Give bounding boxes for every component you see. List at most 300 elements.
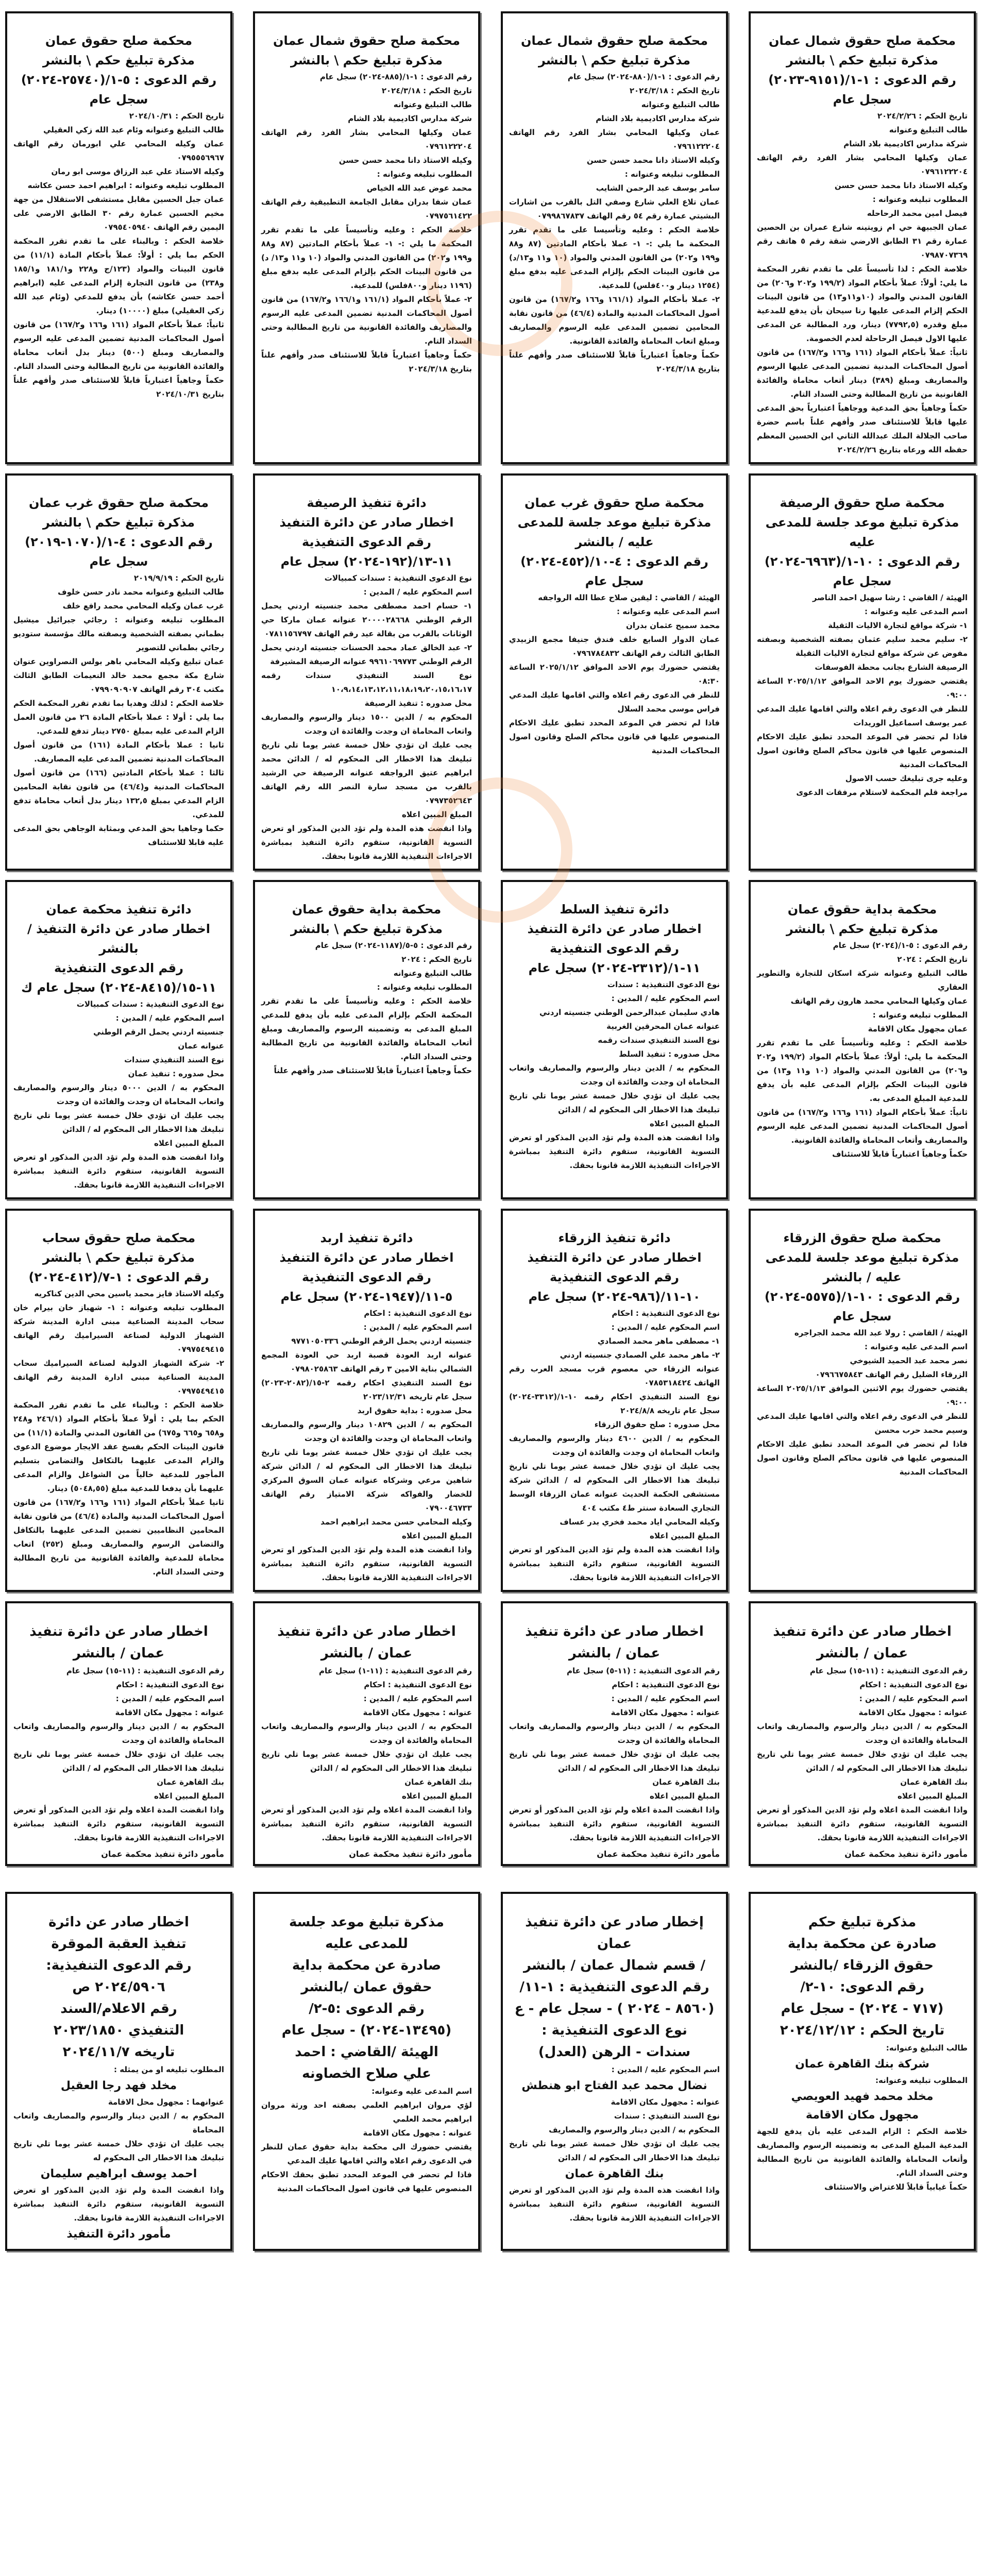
- notice-body-line: نوع الدعوى التنفيذية : احكام: [116, 1680, 224, 1689]
- legal-notice: [253, 11, 480, 464]
- notice-body-line: واذا انقضت هذه المدة ولم تؤد الدين المذكور او تعرض التسوية القانونية، ستقوم دائرة التنفيذ بمباشرة الاجراءات التنفيذية اللازمة قانونا بحقك.: [509, 1545, 720, 1582]
- legal-notice: [5, 1209, 232, 1592]
- notice-body-line: غرب عمان وكيله المحامي محمد رافع خلف: [62, 601, 224, 611]
- notice-title-line: رقم الدعوى التنفيذية ١٠-١١/(٩٨٦-٢٠٢٤) سجل عام: [528, 1270, 701, 1304]
- notice-body-line: يقتضي حضورك يوم الاثنين الموافق ٢٠٢٥/١/١٣ الساعة ٠٩:٠٠: [757, 1384, 968, 1407]
- notice-body-line: الهيئة / القاضي : رولا عبد الله محمد الجراجره: [794, 1328, 968, 1337]
- notice-body-line: نضال محمد عبد الفتاح ابو هنطش: [521, 2079, 707, 2092]
- notice-body-line: عمان تبليغ وكيله المحامي باهر بولس النصراوين عنوان شارع مكة مجمع محمد خالد النعيمات الطابق الثالث مكتب ٣٠٤ رقم الهاتف ٠٧٩٩٠٩٠٩٠٧: [13, 657, 224, 694]
- notice-title-line: اخطار صادر عن دائرة تنفيذ عمان / بالنشر: [525, 1624, 704, 1661]
- notices-row: [5, 880, 976, 1199]
- notice-body-line: المحكوم به / الدين دينار والرسوم والمصاريف واتعاب المحاماة والفائدة ان وجدت: [509, 1722, 720, 1745]
- notices-row: [5, 1892, 976, 2251]
- notice-body-line: ثانياً: عملاً بأحكام المواد (١٦١ و١٦٦ و١٦٧/٢) من قانون أصول المحاكمات المدنية تضمين المدعى عليه الرسوم والمصاريف وأتعاب المحاماة والفائدة القانونية.: [757, 1108, 968, 1145]
- notice-body-line: المطلوب تبليغه وعنوانه:: [875, 2076, 968, 2085]
- notice-body-line: محل صدوره : بداية حقوق اربد: [357, 1406, 472, 1415]
- notice-title-line: (٧١٧ - ٢٠٢٤) - سجل عام: [781, 2001, 944, 2016]
- notice-body-line: المحكوم به / الدين ٥٠٠٠ دينار والرسوم والمصاريف واتعاب المحاماة ان وجدت والفائدة ان وجدت: [13, 1083, 224, 1106]
- notice-body-line: نوع الدعوى التنفيذية : سندات: [607, 980, 720, 989]
- notice-body-line: مخلد محمد فهيد العويصي: [791, 2090, 934, 2103]
- notice-body-line: طالب التبليغ وعنوانه محمد نادر حسن خلوف: [58, 587, 224, 597]
- notice-body-line: نوع السند التنفيذي احكام رقمه ١٠-١/(٣٣١٢-٢٠٢٤) سجل عام تاريخه ٢٠٢٤/٨/٨: [509, 1392, 720, 1415]
- notice-body-line: محل صدوره : تنفيذ السلط: [619, 1049, 720, 1059]
- notice-body-line: اسم المحكوم عليه / المدين :: [363, 1323, 472, 1332]
- notice-title-line: سجل عام: [585, 574, 644, 588]
- notice-body-line: عمان وكيله المحامي علي ابورمان رقم الهاتف ٠٧٩٥٥٥٦٩٦٧: [13, 139, 224, 162]
- notice-body-line: حكماً غيابياً قابلاً للاعتراض والاستئناف: [824, 2182, 968, 2192]
- notice-body-line: وكيله الاستاذ دانا محمد حسن حسن: [339, 156, 472, 165]
- notice-body-line: جنسيته اردني يحمل الرقم الوطني: [93, 1027, 224, 1037]
- notice-body-line: طالب التبليغ وعنوانه: [641, 100, 720, 109]
- notice-body-line: رقم الدعوى : ٥-٥/(١١٨٧-٢٠٢٤) سجل عام: [315, 941, 472, 950]
- notice-body-line: رقم الدعوى : ١-١/(٨٨٠-٢٠٢٤) سجل عام: [567, 72, 720, 81]
- notice-title-line: اخطار صادر عن دائرة التنفيذ: [527, 922, 702, 936]
- notice-body-line: نوع السند التنفيذي احكام رقمه ٢-١٥/(٢٠٨٢-٢٠٢٣) سجل عام تاريخه ٢٠٢٣/١٢/٣١: [261, 1378, 472, 1401]
- notice-title-line: سجل عام: [833, 574, 892, 588]
- notice-body-line: شركة مدارس اكاديمية بلاد الشام: [596, 114, 720, 123]
- notice-body-line: عنوانه : مجهول مكان الاقامة: [611, 1708, 720, 1717]
- notice-body-line: رقم الدعوى : ١-١/(٨٨٥-٢٠٢٤) سجل عام: [319, 72, 472, 81]
- notice-body-line: فاذا لم تحضر في الموعد المحدد تطبق عليك الاحكام المنصوص عليها في قانون محاكم الصلح وقانون اصول المحاكمات المدنية: [757, 732, 968, 769]
- notice-body-line: خلاصة الحكم : وعليه وتأسيسا على ما تقدم تقرر المحكمة ما يلي :- ١- عملا بأحكام المادتين (٨٧ و٨٨ و١٩٩ و٢٠٢) من القانون المدني والمواد (١٠ و١١ و١٣/د) من قانون البينات الحكم بإلزام المدعى عليه بدفع مبلغ (١٢٥٤ دينار و٤٠٠فلس) للمدعية.: [509, 225, 720, 290]
- notice-body-line: ٢- ماهر محمد علي الصمادي جنسيته اردني: [560, 1350, 720, 1360]
- notice-body-line: نوع الدعوى التنفيذية : احكام: [612, 1309, 720, 1318]
- notice-body-line: حكماً وجاهياً اعتبارياً قابلاً للاستئناف صدر وأفهم علناً بتاريخ ٢٠٢٤/٣/١٨: [509, 350, 720, 374]
- notice-body-line: شركة مدارس اكاديمية بلاد الشام: [843, 139, 968, 148]
- notice-body-line: بنك القاهرة عمان: [404, 1777, 472, 1787]
- notice-title-line: محكمة صلح حقوق الرصيفة: [780, 496, 945, 510]
- notice-title-line: للمدعى عليه: [325, 1936, 408, 1952]
- notice-title-line: اخطار صادر عن دائرة تنفيذ عمان / بالنشر: [29, 1624, 208, 1661]
- notice-body-line: شركة مدارس اكاديمية بلاد الشام: [348, 114, 472, 123]
- notice-body-line: تاريخ الحكم : ٢٠٢٤: [401, 955, 472, 964]
- notice-title-line: محكمة صلح حقوق شمال عمان: [273, 33, 461, 48]
- notice-body-line: خلاصة الحكم : وبالبناء على ما تقدم تقرر المحكمة الحكم بما يلي : أولاً عملاً بأحكام المواد (٢٤٦/١ و٢٤٨ و٦٥٨ و٦٦٥ و٦٧٥) من القانون المدني والمادة (١١/١) من قانون البينات الحكم بفسخ عقد الايجار موضوع الدعوى والزام المدعى عليهما بالتكافل والتضامن بتسليم المأجور للمدعية خالياً من الشواغل والزام المدعى عليهما بأن يدفعا للمدعية مبلغ (٥٠٤٨,٥٥) دينار.: [13, 1400, 225, 1493]
- notice-title-line: رقم الدعوى التنفيذية ١١-١٥/(٨٤١٥-٢٠٢٤) سجل عام ك: [21, 961, 216, 995]
- notice-title-line: محكمة بداية حقوق عمان: [292, 902, 442, 917]
- notice-body-line: حكماً وجاهياً اعتبارياً قابلاً للاستئناف صدر وأفهم علناً بتاريخ ٢٠٢٤/٣/١٨: [261, 350, 472, 374]
- notice-title-line: رقم الدعوى التنفيذية ١١-١/(٢٣١٢-٢٠٢٤) سجل عام: [528, 941, 701, 975]
- notice-body-line: المبلغ المبين اعلاه: [154, 1139, 224, 1148]
- notice-body-line: يجب عليك ان تؤدي خلال خمسة عشر يوما تلي تاريخ تبليغك هذا الاخطار الى المحكوم له / الدائن: [261, 1750, 472, 1773]
- notice-title-line: رقم الدعوى : ١٠-١/(٥٥٧٥-٢٠٢٤): [764, 1290, 960, 1304]
- notice-body-line: المطلوب تبليغه وعنوانه : ١- شهباز خان بيرام خان سحاب المدينة الصناعية مبنى ادارة المدينة شركة الشهباز الدولية لصناعة السيراميك رقم الهاتف ٠٧٩٧٥٤٩٤١٥: [13, 1303, 224, 1354]
- notice-body-line: رقم الدعوى التنفيذية : (١١-١) سجل عام: [319, 1666, 472, 1675]
- notice-body-line: المطلوب تبليغه وعنوانه :: [872, 195, 968, 204]
- notice-title-line: مذكرة تبليغ حكم \ بالنشر: [538, 53, 691, 67]
- notice-title-line: تنفيذ العقبة الموقرة: [51, 1936, 187, 1952]
- notice-body-line: تاريخ الحكم : ٢٠٢٤/٣/١٨: [381, 86, 472, 95]
- notice-body-line: اسم المحكوم عليه / المدين :: [859, 1694, 968, 1703]
- notice-title-line: رقم الدعوى : ٤-١/(١٠٧٠-٢٠١٩): [25, 535, 213, 549]
- notices-row: [5, 473, 976, 871]
- notice-body-line: ثانيا عملاً بأحكام المواد (١٦١ و١٦٦ و١٦٧/٢) من قانون أصول المحاكمات المدنية والمادة (٤٦/٤) من قانون نقابة المحامين النظاميين تضمين المدعى عليهما بالتكافل والتضامن الرسوم والمصاريف ومبلغ (٢٥٢) اتعاب محاماة للمدعية والفائدة القانونية من تاريخ المطالبة وحتى السداد التام.: [13, 1498, 224, 1577]
- notice-body-line: شركة بنك القاهرة عمان: [795, 2058, 929, 2071]
- legal-notice: [501, 880, 728, 1199]
- notice-body-line: نوع الدعوى التنفيذية : احكام: [612, 1680, 720, 1689]
- notice-body-line: عمان وكيلها المحامي بشار الفرد رقم الهاتف ٠٧٩٦١٢٢٢٠٤: [509, 128, 720, 151]
- notice-title-line: دائرة تنفيذ محكمة عمان: [46, 902, 192, 917]
- notice-body-line: خلاصة الحكم : وبالبناء على ما تقدم تقرر المحكمة الحكم بما يلي : أولاً: عملاً بأحكام المادة (١١/١) من قانون البينات والمواد (١٢٣/ج و٢٢٨ و١٨١/١ و١٨٥/١ و٢٣٨) من قانون التجارة إلزام المدعى عليه (ابراهيم أحمد حسن عكاشه) بأن يدفع للمدعي (وئام عبد الله زكي العقيلي) مبلغ (١٠٠٠٠) دينار.: [13, 236, 225, 315]
- notice-signature: مأمور دائرة تنفيذ محكمة عمان: [597, 1849, 720, 1859]
- notice-body-line: المطلوب تبليغه وعنوانه :: [872, 1010, 968, 1020]
- notice-body-line: واذا انقضت هذه المدة ولم تؤد الدين المذكور او تعرض التسوية القانونية، ستقوم دائرة التنفيذ بمباشرة الاجراءات التنفيذية اللازمة قانونا بحقك.: [261, 1545, 472, 1582]
- notice-body-line: ٢- شركة الشهباز الدولية لصناعة السيراميك سحاب المدينة الصناعية مبنى ادارة المدينة رقم الهاتف ٠٧٩٧٥٤٩٤١٥: [13, 1359, 224, 1396]
- notice-body-line: بنك القاهرة عمان: [900, 1777, 968, 1787]
- legal-notice: [749, 1601, 976, 1866]
- legal-notice: [253, 880, 480, 1199]
- notice-body-line: اسم المحكوم عليه / المدين :: [115, 1694, 224, 1703]
- notice-body-line: وكيله المحامي حسن محمد ابراهيم احمد: [320, 1517, 472, 1527]
- notice-title-line: مذكرة تبليغ موعد جلسة للمدعى عليه / بالنشر: [765, 1250, 959, 1284]
- notice-body-line: عمان الجبيهة حي ام زويتينه شارع عمران بن الحصين عمارة رقم ٣١ الطابق الارضي شقة رقم ٥ هاتف رقم ٠٧٩٨٧٠٧٣٦٩: [757, 223, 968, 260]
- notice-title-line: رقم الدعوى التنفيذية ٥-١١/(١٩٤٧-٢٠٢٤) سجل عام: [280, 1270, 453, 1304]
- notice-body-line: المبلغ المبين اعلاه: [402, 1531, 472, 1540]
- notice-body-line: يجب عليك ان تؤدي خلال خمسة عشر يوما تلي تاريخ تبليغك هذا الاخطار الى المحكوم له / الدائن: [509, 2139, 720, 2162]
- notice-body-line: عنوانه الزرقاء حي معصوم قرب مسجد العرب رقم الهاتف ٠٧٨٥٣١٨٤٢٤: [509, 1364, 720, 1387]
- notice-title-line: محكمة صلح حقوق غرب عمان: [525, 496, 704, 510]
- notice-body-line: لؤي مروان ابراهيم العلمي بصفته احد ورثة مروان ابراهيم محمد العلمي: [261, 2100, 472, 2124]
- notice-body-line: طالب التبليغ وعنوانه: [889, 125, 968, 134]
- notice-body-line: الهيئة / القاضي : رشا سهيل احمد الناصر: [812, 593, 968, 602]
- notice-body-line: عنوانه اربد العودة قصبة اربد حي العودة المجمع الشمالي بناية الامين ٣ رقم الهاتف ٠٧٩٨٠٢٥٨٦٣: [261, 1350, 472, 1374]
- notice-title-line: اخطار صادر عن دائرة التنفيذ: [279, 1250, 454, 1265]
- notice-body-line: يجب عليك ان تؤدي خلال خمسة عشر يوما تلي تاريخ تبليغك هذا الاخطار الى المحكوم له / الدائن: [13, 1750, 224, 1773]
- notice-body-line: اسم المدعى عليه وعنوانه :: [864, 1342, 968, 1351]
- notice-body-line: محل صدوره : تنفيذ عمان: [128, 1069, 224, 1078]
- notice-body-line: بنك القاهرة عمان: [565, 2167, 664, 2180]
- notice-body-line: نوع السند التنفيذي : سندات: [614, 2111, 720, 2121]
- notice-body-line: تاريخ الحكم : ٢٠٢٤/٢/٢٦: [877, 111, 968, 121]
- notice-body-line: خلاصة الحكم : لذلك وهديا بما تقدم تقرر المحكمة الحكم بما يلي : أولا : عملا بأحكام المادة ٢٦ من قانون العمل الزام المدعى عليه بمبلغ ٢٧٥٠ دينار تدفع للمدعي.: [13, 699, 224, 736]
- notice-body-line: بنك القاهرة عمان: [157, 1777, 224, 1787]
- notice-title-line: (٨٥٦٠ - ٢٠٢٤ ) - سجل عام - ع: [514, 2001, 715, 2016]
- notice-body-line: محل صدوره : تنفيذ الرصيفة: [364, 699, 472, 708]
- notice-body-line: عمان مجهول مكان الاقامة: [868, 1024, 968, 1033]
- notice-body-line: واذا انقضت المدة اعلاه ولم تؤد الدين المذكور أو تعرض التسوية القانونية، ستقوم دائرة التنفيذ بمباشرة الاجراءات التنفيذية اللازمة قانونا بحقك.: [509, 1805, 720, 1842]
- notice-title-line: رقم الدعوى :٥-٢/: [309, 2001, 425, 2016]
- notice-body-line: واذا انقضت هذه المدة ولم تؤد الدين المذكور او تعرض التسوية القانونية، ستقوم دائرة التنفيذ بمباشرة الاجراءات التنفيذية اللازمة قانونا بحقك.: [13, 1153, 224, 1190]
- notice-body-line: للنظر في الدعوى رقم اعلاه والتي اقامها عليك المدعي فراس موسى محمد السلال: [509, 690, 720, 714]
- legal-notice: [749, 1209, 976, 1592]
- notice-body-line: المطلوب تبليغه وعنوانه : ابراهيم احمد حسن عكاشه: [27, 181, 224, 190]
- notice-body-line: للنظر في الدعوى رقم اعلاه والتي اقامها عليك المدعي عمر يوسف اسماعيل الوريدات: [757, 704, 968, 727]
- notice-body-line: عنوانه : مجهول مكان الاقامة: [363, 2128, 472, 2138]
- legal-notice: [749, 11, 976, 464]
- notice-body-line: للنظر في الدعوى رقم اعلاه والتي اقامها عليك المدعي وسيم محمد حرب محسن: [757, 1412, 968, 1435]
- notice-body-line: عمان تلاع العلي شارع وصفي التل بالقرب من اشارات البشيتي عمارة رقم ٥٤ رقم الهاتف ٠٧٩٩٨٦٧٨٣٧: [509, 197, 720, 221]
- legal-notice: [501, 1601, 728, 1866]
- notice-body-line: تاريخ الحكم : ٢٠٢٤: [897, 955, 968, 964]
- notice-title-line: دائرة تنفيذ الرصيفة: [307, 496, 427, 510]
- notice-body-line: تاريخ الحكم : ٢٠٢٤/٣/١٨: [629, 86, 720, 95]
- notice-body-line: طالب التبليغ وعنوانه وئام عبد الله زكي العقيلي: [43, 125, 224, 134]
- notice-title-line: رقم الدعوى : ٥-١/(٢٥٧٤٠-٢٠٢٤): [21, 73, 217, 87]
- notice-body-line: خلاصة الحكم : الزام المدعى عليه بأن يدفع للجهة المدعية المبلغ المدعى به وتضمينه الرسوم والمصاريف وأتعاب المحاماة والفائدة القانونية من تاريخ المطالبة وحتى السداد التام.: [757, 2127, 968, 2178]
- notice-title-line: محكمة صلح حقوق شمال عمان: [520, 33, 708, 48]
- notice-title-line: مذكرة تبليغ حكم \ بالنشر: [42, 1250, 195, 1265]
- notice-body-line: حكماً وجاهياً اعتبارياً قابلاً للاستئناف صدر وأفهم علناً: [274, 1066, 472, 1075]
- notice-body-line: رقم الدعوى التنفيذية : (١١-٥) سجل عام: [567, 1666, 720, 1675]
- notice-body-line: عنوانه : مجهول مكان الاقامة: [858, 1708, 968, 1717]
- notice-body-line: نوع السند التنفيذي سندات رقمه ١٠،٩،١٤،١٣،١٢،١١،١٨،١٩،٢٠،١٥،١٦،١٧: [261, 671, 472, 694]
- notice-body-line: خلاصة الحكم : وعليه وتأسيساً على ما تقدم تقرر المحكمة ما يلي: أولاً: عملاً بأحكام المواد (١٩٩/٢ و٢٠٢ و٢٠٦) من القانون المدني والمواد (١٠ و١١ و١٣) من قانون البينات الحكم بإلزام المدعى عليه بأن يدفع للمدعية المبلغ المدعى به.: [757, 1038, 968, 1103]
- notice-body-line: يقتضي حضورك الى محكمة بداية حقوق عمان للنظر في الدعوى رقم اعلاه والتي اقامها عليك المدعي: [261, 2142, 472, 2165]
- notice-title-line: مذكرة تبليغ حكم \ بالنشر: [786, 922, 939, 936]
- notice-body-line: حكماً وجاهياً اعتبارياً قابلاً للاستئناف: [832, 1149, 968, 1159]
- notice-body-line: عمان وكيلها المحامي محمد هارون رقم الهاتف: [790, 996, 968, 1006]
- notice-body-line: خلاصة الحكم : وعليه وتأسيساً على ما تقدم تقرر المحكمة الحكم بإلزام المدعى عليه بأن يدفع للمدعي المبلغ المدعى به وتضمينه الرسوم والمصاريف ومبلغ أتعاب المحاماة والفائدة القانونية من تاريخ المطالبة وحتى السداد التام.: [261, 996, 472, 1061]
- notice-body-line: مخلد فهد رجا العقيل: [60, 2079, 177, 2092]
- notice-body-line: المبلغ المبين اعلاه: [154, 1791, 224, 1801]
- notice-body-line: عنوانه عمان المحرقين الغربية: [606, 1022, 720, 1031]
- legal-notice: [749, 880, 976, 1199]
- notice-body-line: المحكوم به / الدين ٤٦٠٠ دينار والرسوم والمصاريف واتعاب المحاماة ان وجدت والفائدة ان وجدت: [509, 1434, 720, 1457]
- notice-body-line: المبلغ المبين اعلاه: [650, 1791, 720, 1801]
- notice-body-line: نوع السند التنفيذي سندات: [124, 1055, 224, 1064]
- notice-body-line: حكما وجاهيا بحق المدعي وبمثابة الوجاهي بحق المدعى عليه قابلا للاستئناف: [13, 824, 224, 847]
- notice-body-line: خلاصة الحكم : لذا تأسيساً على ما تقدم تقرر المحكمة ما يلي: أولاً: عملاً بأحكام المواد (١٩٩/٢ و٢٠٢ و٢٠٦) من القانون المدني والمواد (١٠و١١و١٣) من قانون البينات الحكم إلزام المدعى عليها رنا سيحان بأن يدفع للمدعية مبلغ وقدره (٧٧٩٢,٥) دينار، ورد المطالبة عن المدعى عليها الاول فيصل الرحاحلة لعدم الخصومة.: [757, 264, 968, 343]
- notice-body-line: الرصيفة الشارع بجانب محطة الفوسفات: [815, 663, 968, 672]
- legal-notice: [501, 11, 728, 464]
- notice-body-line: اسم المحكوم عليه / المدين :: [611, 1323, 720, 1332]
- notice-body-line: وكيله الاستاذ فايز محمد ياسين محي الدين كناكريه: [34, 1289, 224, 1298]
- notice-signature: مأمور دائرة تنفيذ محكمة عمان: [101, 1849, 224, 1859]
- notice-body-line: واذا انقضت المدة ولم تؤد الدين المذكور او تعرض التسوية القانونية، ستقوم دائرة التنفيذ بمباشرة الاجراءات التنفيذية اللازمة قانونا بحقك.: [13, 2185, 224, 2223]
- notice-body-line: تاريخ الحكم : ٢٠٢٤/١٠/٣١: [129, 111, 224, 121]
- notice-title-line: مذكرة تبليغ حكم \ بالنشر: [42, 53, 195, 67]
- notice-body-line: المبلغ المبين اعلاه: [898, 1791, 968, 1801]
- notice-body-line: يجب عليك ان تؤدي خلال خمسة عشر يوما تلي تاريخ تبليغك هذا الاخطار الى المحكوم له: [13, 2139, 224, 2162]
- notice-body-line: مأمور دائرة التنفيذ: [66, 2228, 171, 2241]
- notice-body-line: يجب عليك ان تؤدي خلال خمسة عشر يوما تلي تاريخ تبليغك هذا الاخطار الى المحكوم له / الدائن: [509, 1091, 720, 1114]
- notice-body-line: المحكوم به / الدين دينار والرسوم والمصاريف واتعاب المحاماة والفائدة ان وجدت: [13, 1722, 224, 1745]
- notice-body-line: عمان وكيلها المحامي بشار الفرد رقم الهاتف ٠٧٩٦١٢٢٢٠٤: [261, 128, 472, 151]
- notice-title-line: مذكرة تبليغ حكم: [808, 1914, 917, 1930]
- notice-body-line: رقم الدعوى : ٥-١/(٢٠٢٤) سجل عام: [833, 941, 968, 950]
- notice-body-line: نوع الدعوى التنفيذية : سندات كمبيالات: [76, 999, 224, 1009]
- notice-body-line: المطلوب تبليغه وعنوانه :: [377, 170, 472, 179]
- notice-body-line: الزرقاء الضليل رقم الهاتف ٠٧٩٦٦٧٥٨٤٣: [815, 1370, 968, 1379]
- notices-row: [5, 11, 976, 464]
- notice-title-line: / قسم شمال عمان / بالنشر: [523, 1958, 706, 1973]
- notice-body-line: نصر محمد عبد الحميد الشيوخي: [850, 1356, 968, 1365]
- notice-body-line: اسم المدعى عليه وعنوانه :: [864, 607, 968, 616]
- notice-title-line: علي صلاح الخصاونه: [302, 2066, 431, 2081]
- notice-title-line: محكمة صلح حقوق شمال عمان: [768, 33, 956, 48]
- notice-title-line: رقم الدعوى : ١-٧/(٤١٢-٢٠٢٤): [28, 1270, 209, 1284]
- notice-title-line: دائرة تنفيذ السلط: [560, 902, 669, 917]
- notice-body-line: يجب عليك ان تؤدي خلال خمسة عشر يوما تلي تاريخ تبليغك هذا الاخطار الى المحكوم له / الدائن محمد ابراهيم عتيق الرواجفه عنوانه الرصيفة حي الرشيد بالقرب من مسجد سارة النصر الله رقم الهاتف ٠٧٩٧٣٥٢٦٤٣: [261, 740, 472, 805]
- notice-title-line: سندات - الرهن (العدل): [538, 2044, 691, 2060]
- notice-body-line: عمان الدوار السابع خلف فندق جنيفا مجمع الزبيدي الطابق الثالث رقم الهاتف ٠٧٩٦٧٨٤٨٣٢: [509, 635, 720, 658]
- legal-notice: [253, 1601, 480, 1866]
- notice-body-line: طالب التبليغ وعنوانه: [393, 969, 472, 978]
- notice-title-line: رقم الدعوى التنفيذية ١١-١٣/(١٩٢-٢٠٢٤) سجل عام: [280, 535, 453, 569]
- notice-title-line: اخطار صادر عن دائرة تنفيذ عمان / بالنشر: [773, 1624, 952, 1661]
- notice-body-line: واذا انقضت هذه المدة ولم تؤد الدين المذكور او تعرض التسوية القانونية، ستقوم دائرة التنفيذ بمباشرة الاجراءات التنفيذية اللازمة قانونا بحقك.: [509, 2185, 720, 2223]
- notice-title-line: محكمة صلح حقوق الزرقاء: [783, 1231, 941, 1245]
- notice-body-line: اسم المحكوم عليه / المدين :: [611, 2065, 720, 2074]
- notice-body-line: واذا انقضت المدة اعلاه ولم تؤد الدين المذكور أو تعرض التسوية القانونية، ستقوم دائرة التنفيذ بمباشرة الاجراءات التنفيذية اللازمة قانونا بحقك.: [261, 1805, 472, 1842]
- notice-body-line: احمد يوسف ابراهيم سليمان: [40, 2167, 197, 2180]
- notice-body-line: محمد عوض عبد الله الخياص: [366, 183, 472, 193]
- notice-body-line: نوع الدعوى التنفيذية : احكام: [364, 1309, 472, 1318]
- notice-body-line: ثانيا : عملا بأحكام المادة (١٦١) من قانون أصول المحاكمات المدنية تضمين المدعى عليه المصاريف.: [13, 740, 224, 764]
- notice-body-line: مجهول مكان الاقامة: [805, 2109, 919, 2122]
- notice-title-line: مذكرة تبليغ حكم \ بالنشر: [290, 53, 443, 67]
- notice-body-line: المحكوم به / الدين دينار والرسوم والمصاريف واتعاب المحاماة ان وجدت والفائدة ان وجدت: [509, 1063, 720, 1087]
- notice-body-line: ١- حسام احمد مصطفى محمد جنسيته اردني يحمل الرقم الوطني ٢٠٠٠٠٢٨٦٦٨ عنوانه عمان ماركا حي الوثانات بالقرب من بقالة عيد رقم الهاتف ٠٧٨١١٥٦٧٩٧: [261, 601, 472, 638]
- notice-body-line: يجب عليك ان تؤدي خلال خمسة عشر يوما تلي تاريخ تبليغك هذا الاخطار الى المحكوم له / الدائن شركة شاهين مرعي وشركاه عنوانه عمان السوق المركزي للخضار والفواكه شركة الامتياز رقم الهاتف ٠٧٩٠٠٤٦٧٣٣: [261, 1448, 472, 1513]
- notice-body-line: واذا انقضت المدة اعلاه ولم تؤد الدين المذكور أو تعرض التسوية القانونية، ستقوم دائرة التنفيذ بمباشرة الاجراءات التنفيذية اللازمة قانونا بحقك.: [757, 1805, 968, 1842]
- notice-body-line: وكيله الاستاذ علي عبد الرزاق موسى ابو رمان: [51, 167, 224, 176]
- notice-title-line: (١٣٤٩٥-٢٠٢٤) - سجل عام: [281, 2023, 452, 2038]
- notice-body-line: ٢- عبد الخالق عماد محمد الحسنات جنسيته اردني يحمل الرقم الوطني ٩٩٦١٠٦٩٧٧٣ عنوانه الرصيفة المشيرفة: [261, 643, 472, 666]
- legal-notice: [5, 11, 232, 464]
- notice-body-line: نوع الدعوى التنفيذية : احكام: [364, 1680, 472, 1689]
- notice-title-line: محكمة صلح حقوق سحاب: [42, 1231, 196, 1245]
- notice-body-line: اسم المحكوم عليه / المدين :: [611, 994, 720, 1003]
- legal-notice: [5, 880, 232, 1199]
- notice-body-line: المطلوب تبليغه وعنوانه :: [624, 170, 720, 179]
- notice-body-line: هادي سليمان عبدالرحمن الوطني جنسيته اردني: [539, 1008, 720, 1017]
- notice-body-line: طالب التبليغ وعنوانه: [393, 100, 472, 109]
- notice-body-line: يجب عليك ان تؤدي خلال خمسة عشر يوما تلي تاريخ تبليغك هذا الاخطار الى المحكوم له / الدائن: [509, 1750, 720, 1773]
- notice-body-line: ثانياً: عملاً بأحكام المواد (١٦١ و١٦٦ و١٦٧/٢) من قانون أصول المحاكمات المدنية تضمين المدعى عليه الرسوم والمصاريف ومبلغ (٥٠٠) دينار بدل أتعاب محاماة والفائدة القانونية من تاريخ المطالبة وحتى السداد التام.: [13, 320, 224, 371]
- notice-body-line: نوع الدعوى التنفيذية : احكام: [859, 1680, 968, 1689]
- notice-body-line: المحكوم به / الدين دينار والرسوم والمصاريف واتعاب المحاماة والفائدة ان وجدت: [261, 1722, 472, 1745]
- notice-body-line: عمان شفا بدران مقابل الجامعة التطبيقية رقم الهاتف ٠٧٩٧٥٦١٤٢٢: [261, 197, 472, 221]
- notice-body-line: وعليه جرى تبليغك حسب الاصول: [845, 774, 968, 783]
- notice-body-line: يجب عليك ان تؤدي خلال خمسة عشر يوما تلي تاريخ تبليغك هذا الاخطار الى المحكوم له / الدائن: [757, 1750, 968, 1773]
- notice-title-line: محكمة بداية حقوق عمان: [787, 902, 937, 917]
- notice-body-line: المحكوم به / الدين ١٠٨٢٩ دينار والرسوم والمصاريف واتعاب المحاماة ان وجدت والفائدة ان وجدت: [261, 1420, 472, 1443]
- notice-body-line: فاذا لم تحضر في الموعد المحدد تطبق عليك الاحكام المنصوص عليها في قانون محاكم الصلح وقانون اصول المحاكمات المدنية: [757, 1439, 968, 1477]
- notice-title-line: رقم الدعوى : ١٠-١/(٦٩٦٣-٢٠٢٤): [764, 554, 960, 569]
- notice-body-line: رقم الدعوى التنفيذية : (١١-١٥) سجل عام: [66, 1666, 224, 1675]
- notice-title-line: حقوق الزرقاء /بالنشر: [790, 1958, 934, 1973]
- notice-title-line: مذكرة تبليغ حكم \ بالنشر: [786, 53, 939, 67]
- notice-body-line: عنوانه : مجهول مكان الاقامة: [115, 1708, 224, 1717]
- notice-body-line: فاذا لم تحضر في الموعد المحدد تطبق بحقك الاحكام المنصوص عليها في قانون اصول المحاكمات المدنية: [261, 2170, 472, 2193]
- notice-body-line: عنوانه : مجهول مكان الاقامة: [363, 1708, 472, 1717]
- notice-title-line: سجل عام: [89, 92, 148, 107]
- notice-body-line: ١- شركة مواقع لتجارة الاليات الثقيلة: [828, 621, 968, 630]
- legal-notice: [501, 1892, 728, 2251]
- notice-body-line: حكماً وجاهياً اعتبارياً قابلاً للاستئناف صدر وأفهم علناً بتاريخ ٢٠٢٤/١٠/٣١: [13, 376, 224, 399]
- notice-body-line: المحكوم به / الدين دينار والرسوم والمصاريف واتعاب المحاماة: [13, 2111, 224, 2134]
- notice-body-line: عمان وكيلها المحامي بشار الفرد رقم الهاتف ٠٧٩٦١٢٢٢٠٤: [757, 153, 968, 176]
- notice-title-line: مذكرة تبليغ حكم \ بالنشر: [42, 515, 195, 530]
- legal-notice: [5, 473, 232, 871]
- notice-title-line: اخطار صادر عن دائرة تنفيذ عمان / بالنشر: [277, 1624, 456, 1661]
- notice-title-line: دائرة تنفيذ الزرقاء: [558, 1231, 671, 1245]
- notice-body-line: ثانياً: عملاً بأحكام المواد (١٦١ و١٦٦ و١٦٧/٢) من قانون أصول المحاكمات المدنية تضمين المدعى عليها الرسوم والمصاريف ومبلغ (٣٨٩) دينار أتعاب محاماة والفائدة القانونية من تاريخ المطالبة وحتى السداد التام.: [757, 348, 968, 399]
- legal-notice: [749, 1892, 976, 2251]
- legal-notice: [749, 473, 976, 871]
- notice-title-line: اخطار صادر عن دائرة التنفيذ: [279, 515, 454, 530]
- notice-body-line: رقم الدعوى التنفيذية : (١١-١٥) سجل عام: [809, 1666, 968, 1675]
- notice-body-line: ٢- عملا بأحكام المواد (١٦١/١ و١٦٦ و١٦٧/٢) من قانون أصول المحاكمات المدنية والمادة (٤٦/٤) من قانون نقابة المحامين تضمين المدعى عليه الرسوم والمصاريف ومبلغ اتعاب المحاماة والفائدة القانونية.: [509, 295, 720, 346]
- notice-title-line: إخطار صادر عن دائرة تنفيذ عمان: [525, 1914, 704, 1952]
- notice-body-line: نوع السند التنفيذي سندات رقمه: [598, 1036, 720, 1045]
- notice-title-line: محكمة صلح حقوق غرب عمان: [29, 496, 209, 510]
- legal-notice: [253, 1892, 480, 2251]
- legal-notice: [253, 473, 480, 871]
- notice-title-line: رقم الدعوى التنفيذية:: [46, 1958, 192, 1973]
- notice-body-line: المحكوم به / الدين دينار والرسوم والمصاريف: [549, 2125, 720, 2134]
- notice-body-line: طالب التبليغ وعنوانه شركة اسكان للتجارة والتطوير العقاري: [757, 969, 968, 992]
- notice-body-line: واذا انقضت هذه المدة ولم تؤد الدين المذكور او تعرض التسوية القانونية، ستقوم دائرة التنفيذ بمباشرة الاجراءات التنفيذية اللازمة قانونا بحقك.: [261, 824, 472, 861]
- notice-body-line: محل صدوره : صلح حقوق الزرقاء: [594, 1420, 720, 1429]
- notice-body-line: تاريخ الحكم : ٢٠١٩/٩/١٩: [133, 573, 224, 583]
- notice-body-line: فاذا لم تحضر في الموعد المحدد تطبق عليك الاحكام المنصوص عليها في قانون محاكم الصلح وقانون اصول المحاكمات المدنية: [509, 718, 720, 755]
- notice-title-line: دائرة تنفيذ اربد: [320, 1231, 413, 1245]
- notice-title-line: مذكرة تبليغ حكم \ بالنشر: [290, 922, 443, 936]
- notice-signature: مأمور دائرة تنفيذ محكمة عمان: [844, 1849, 968, 1859]
- notice-title-line: رقم الدعوى : ٤-١٠/(٤٥٢-٢٠٢٤): [520, 554, 708, 569]
- notice-body-line: وكيله الاستاذ دانا محمد حسن حسن: [586, 156, 720, 165]
- notices-row: [5, 1209, 976, 1592]
- notice-body-line: جنسيته اردني يحمل الرقم الوطني ٩٧٧١٠٥٠٣٣٦: [291, 1336, 472, 1346]
- notice-body-line: ثالثا : عملا بأحكام المادتين (١٦٦) من قانون أصول المحاكمات المدنية و(٤٦/٤) من قانون نقابة المحامين الزام المدعي بمبلغ ١٣٢,٥ دينار بدل أتعاب محاماة تدفع للمدعي.: [13, 768, 224, 819]
- notice-title-line: حقوق عمان /بالنشر: [301, 1979, 432, 1995]
- notice-body-line: اسم المدعى عليه وعنوانه :: [616, 607, 720, 616]
- notice-title-line: اخطار صادر عن دائرة: [48, 1914, 189, 1930]
- notice-body-line: وكيله المحامي اياد محمد فخري بدر عساف: [560, 1517, 720, 1527]
- notice-title-line: سجل عام: [833, 92, 892, 107]
- notice-body-line: واذا انقضت المدة اعلاه ولم تؤد الدين المذكور أو تعرض التسوية القانونية، ستقوم دائرة التنفيذ بمباشرة الاجراءات التنفيذية اللازمة قانونا بحقك.: [13, 1805, 224, 1842]
- notice-title-line: رقم الدعوى : ١-١/(٩١٥١-٢٠٢٣): [768, 73, 956, 87]
- notice-body-line: طالب التبليغ وعنوانه:: [886, 2043, 968, 2053]
- notice-body-line: المطلوب تبليغه او من يمثله :: [114, 2065, 224, 2074]
- notice-body-line: يجب عليك ان تؤدي خلال خمسة عشر يوما تلي تاريخ تبليغك هذا الاخطار الى المحكوم له / الدائن شركة مستشفى الحكمة الحديث عنوانه عمان الزرقاء الوسط التجاري السعادة سنتر ط٤ مكتب ٤٠٤: [509, 1462, 720, 1513]
- notice-title-line: تاريخ الحكم : ٢٠٢٤/١٢/١٢: [780, 2023, 945, 2038]
- notice-signature: مأمور دائرة تنفيذ محكمة عمان: [349, 1849, 472, 1859]
- notice-title-line: نوع الدعوى التنفيذية :: [542, 2023, 687, 2038]
- notice-title-line: رقم الدعوى التنفيذية : ١-١١/: [519, 1979, 709, 1995]
- notice-title-line: مذكرة تبليغ موعد جلسة للمدعى عليه: [765, 515, 959, 549]
- notice-body-line: المبلغ المبين اعلاه: [402, 810, 472, 819]
- notice-body-line: عنوانهما : مجهول محل الاقامة: [108, 2097, 224, 2107]
- notice-body-line: اسم المدعى عليه وعنوانه:: [371, 2087, 472, 2096]
- notice-body-line: فيصل امين محمد الرحاحله: [867, 209, 968, 218]
- notice-title-line: اخطار صادر عن دائرة التنفيذ: [527, 1250, 702, 1265]
- notice-title-line: الهيئة /القاضي : احمد: [295, 2044, 438, 2060]
- notice-body-line: يقتضي حضورك يوم الاحد الموافق ٢٠٢٥/١/١٢ الساعة ٠٨:٣٠: [509, 663, 720, 686]
- notice-body-line: اسم المحكوم عليه / المدين :: [611, 1694, 720, 1703]
- notice-body-line: يجب عليك ان تؤدي خلال خمسة عشر يوما تلي تاريخ تبليغك هذا الاخطار الى المحكوم له / الدائن: [13, 1111, 224, 1134]
- notice-title-line: سجل عام: [89, 554, 148, 569]
- notice-title-line: محكمة صلح حقوق عمان: [45, 33, 193, 48]
- legal-notice: [501, 1209, 728, 1592]
- notice-body-line: بنك القاهرة عمان: [652, 1777, 720, 1787]
- notice-body-line: المبلغ المبين اعلاه: [650, 1531, 720, 1540]
- notice-body-line: عنوانه : مجهول مكان الاقامة: [611, 2097, 720, 2107]
- legal-notice: [501, 473, 728, 871]
- legal-notice: [253, 1209, 480, 1592]
- notice-body-line: عمان جبل الحسين مقابل مستشفى الاستقلال من جهة مخيم الحسين عمارة رقم ٣٠ الطابق الارضي على اليمين رقم الهاتف ٠٧٩٥٤٠٥٩٤٠: [13, 195, 224, 232]
- notice-title-line: سجل عام: [833, 1309, 892, 1324]
- notice-body-line: المبلغ المبين اعلاه: [402, 1791, 472, 1801]
- notice-body-line: مراجعة قلم المحكمة لاستلام مرفقات الدعوى: [796, 788, 968, 797]
- notice-body-line: المبلغ المبين اعلاه: [650, 1119, 720, 1128]
- notice-body-line: يقتضي حضورك يوم الاحد الموافق ٢٠٢٥/١/١٢ الساعة ٠٩:٠٠: [757, 676, 968, 700]
- notice-body-line: المحكوم به / الدين ١٥٠٠ دينار والرسوم والمصاريف واتعاب المحاماة ان وجدت والفائدة ان وجدت: [261, 713, 472, 736]
- notice-body-line: محمد سميح عثمان بدران: [626, 621, 720, 630]
- notice-body-line: نوع الدعوى التنفيذية : سندات كمبيالات: [324, 573, 472, 583]
